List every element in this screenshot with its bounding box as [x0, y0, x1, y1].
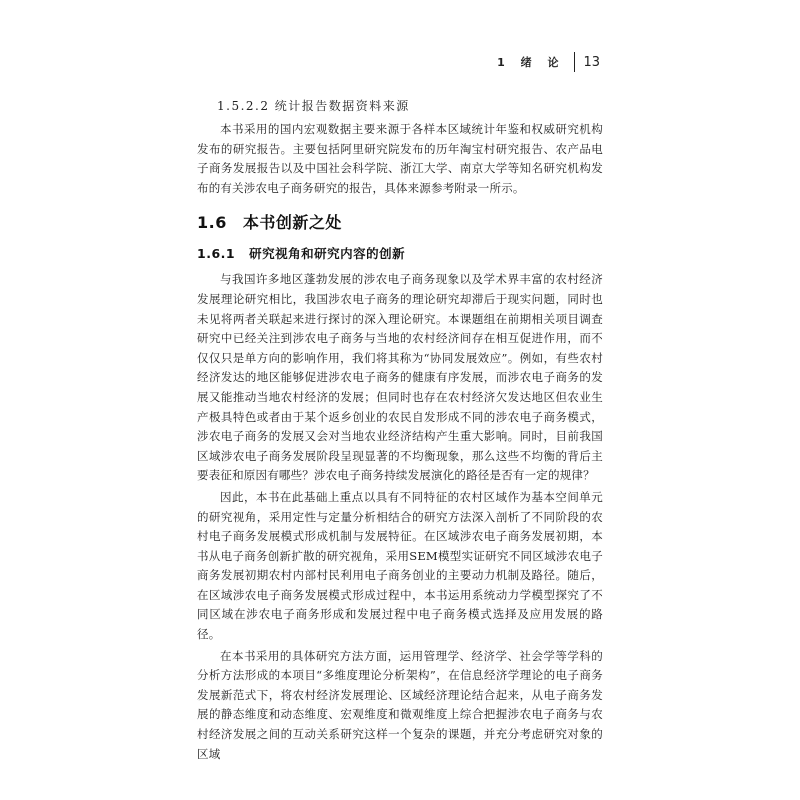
subsection-heading-1-6-1: [197, 244, 603, 264]
running-header: [497, 52, 600, 72]
subsection-title: 研究视角和研究内容的创新: [249, 246, 406, 262]
section-title: 本书创新之处: [242, 213, 342, 233]
paragraph-data-sources: 本书采用的国内宏观数据主要来源于各样本区域统计年鉴和权威研究机构发布的研究报告。主要包括阿里研究院发布的历年淘宝村研究报告、农产品电子商务发展报告以及中国社会科学院、浙江大学、南京大学等知名研究机构发布的有关涉农电子商务研究的报告，具体来源参考附录一所示。: [197, 122, 603, 195]
chapter-title: 1 绪 论: [497, 56, 565, 69]
page-number: 13: [583, 54, 600, 70]
paragraph-research-methods: 在本书采用的具体研究方法方面，运用管理学、经济学、社会学等学科的分析方法形成的本项目“多维度理论分析架构”，在信息经济学理论的电子商务发展新范式下，将农村经济发展理论、区域经济理论结合起来，从电子商务发展的静态维度和动态维度、宏观维度和微观维度上综合把握涉农电子商务与农村经济发展之间的互动关系研究这样一个复杂的课题，并充分考虑研究对象的区域: [197, 648, 603, 761]
section-heading-1-6: [197, 212, 603, 234]
subsubsection-heading-1-5-2-2: 1.5.2.2 统计报告数据资料来源: [217, 99, 410, 113]
section-number: 1.6: [197, 213, 227, 233]
subsection-number: 1.6.1: [197, 246, 236, 262]
paragraph-research-perspective: 与我国许多地区蓬勃发展的涉农电子商务现象以及学术界丰富的农村经济发展理论研究相比，我国涉农电子商务的理论研究却滞后于现实问题，同时也未见将两者关联起来进行探讨的深入理论研究。本课题组在前期相关项目调查研究中已经关注到涉农电子商务与当地的农村经济间存在相互促进作用，而不仅仅只是单方向的影响作用，我们将其称为“协同发展效应”。例如，有些农村经济发达的地区能够促进涉农电子商务的健康有序发展，而涉农电子商务的发展又能推动当地农村经济的发展；但同时也存在农村经济欠发达地区但农业生产极具特色或者由于某个返乡创业的农民自发形成不同的涉农电子商务模式，涉农电子商务的发展又会对当地农业经济结构产生重大影响。同时，目前我国区域涉农电子商务发展阶段呈现显著的不均衡现象，那么这些不均衡的背后主要表征和原因有哪些？涉农电子商务持续发展演化的路径是否有一定的规律？: [197, 272, 603, 483]
paragraph-research-approach: 因此，本书在此基础上重点以具有不同特征的农村区域作为基本空间单元的研究视角，采用定性与定量分析相结合的研究方法深入剖析了不同阶段的农村电子商务发展模式形成机制与发展特征。在区域涉农电子商务发展初期，本书从电子商务创新扩散的研究视角，采用SEM模型实证研究不同区域涉农电子商务发展初期农村内部村民利用电子商务创业的主要动力机制及路径。随后，在区域涉农电子商务发展模式形成过程中，本书运用系统动力学模型探究了不同区域在涉农电子商务形成和发展过程中电子商务模式选择及应用发展的路径。: [197, 489, 603, 642]
page-body: [197, 96, 603, 764]
header-divider: [574, 52, 575, 72]
